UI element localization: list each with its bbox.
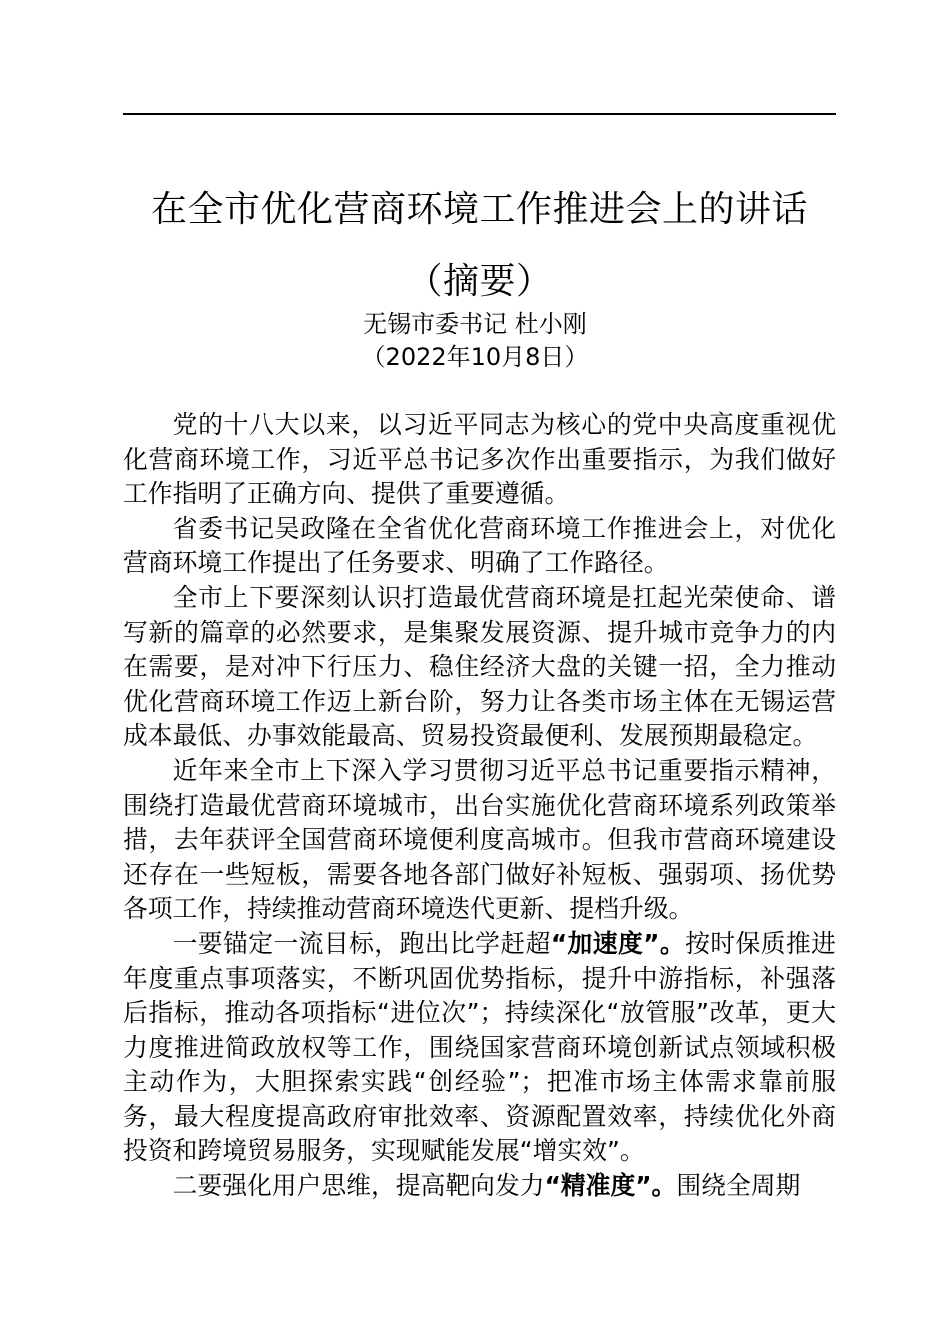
header-rule: [123, 113, 836, 115]
paragraph-lead: 一要锚定一流目标，跑出比学赶超: [172, 928, 551, 958]
document-body: [123, 408, 836, 1204]
paragraph: 全市上下要深刻认识打造最优营商环境是扛起光荣使命、谱写新的篇章的必然要求，是集聚发展资源、提升城市竞争力的内在需要，是对冲下行压力、稳住经济大盘的关键一招，全力推动优化营商环境工作迈上新台阶，努力让各类市场主体在无锡运营成本最低、办事效能最高、贸易投资最便利、发展预期最稳定。: [123, 582, 836, 751]
paragraph: 近年来全市上下深入学习贯彻习近平总书记重要指示精神，围绕打造最优营商环境城市，出台实施优化营商环境系列政策举措，去年获评全国营商环境便利度高城市。但我市营商环境建设还存在一些短板，需要各地各部门做好补短板、强弱项、扬优势各项工作，持续推动营商环境迭代更新、提档升级。: [123, 755, 836, 924]
paragraph-emphasis: “加速度”。: [550, 928, 686, 958]
paragraph-text: 围绕全周期: [676, 1171, 801, 1201]
paragraph-lead: 二要强化用户思维，提高靶向发力: [172, 1171, 545, 1201]
author-line: 无锡市委书记 杜小刚: [363, 310, 587, 338]
page-title: 在全市优化营商环境工作推进会上的讲话（摘要）: [150, 189, 808, 302]
date-line: （2022年10月8日）: [361, 343, 589, 371]
paragraph: 省委书记吴政隆在全省优化营商环境工作推进会上，对优化营商环境工作提出了任务要求、明确了工作路径。: [123, 513, 836, 578]
paragraph-text: 按时保质推进年度重点事项落实，不断巩固优势指标，提升中游指标，补强落后指标，推动各项指标“进位次”；持续深化“放管服”改革，更大力度推进简政放权等工作，围绕国家营商环境创新试点领域积极主动作为，大胆探索实践“创经验”；把准市场主体需求靠前服务，最大程度提高政府审批效率、资源配置效率，持续优化外商投资和跨境贸易服务，实现赋能发展“增实效”。: [123, 928, 836, 1166]
paragraph: [123, 927, 836, 1169]
paragraph-emphasis: “精准度”。: [544, 1171, 677, 1201]
paragraph: [123, 1169, 836, 1204]
paragraph: 党的十八大以来，以习近平同志为核心的党中央高度重视优化营商环境工作，习近平总书记多次作出重要指示，为我们做好工作指明了正确方向、提供了重要遵循。: [123, 410, 836, 509]
